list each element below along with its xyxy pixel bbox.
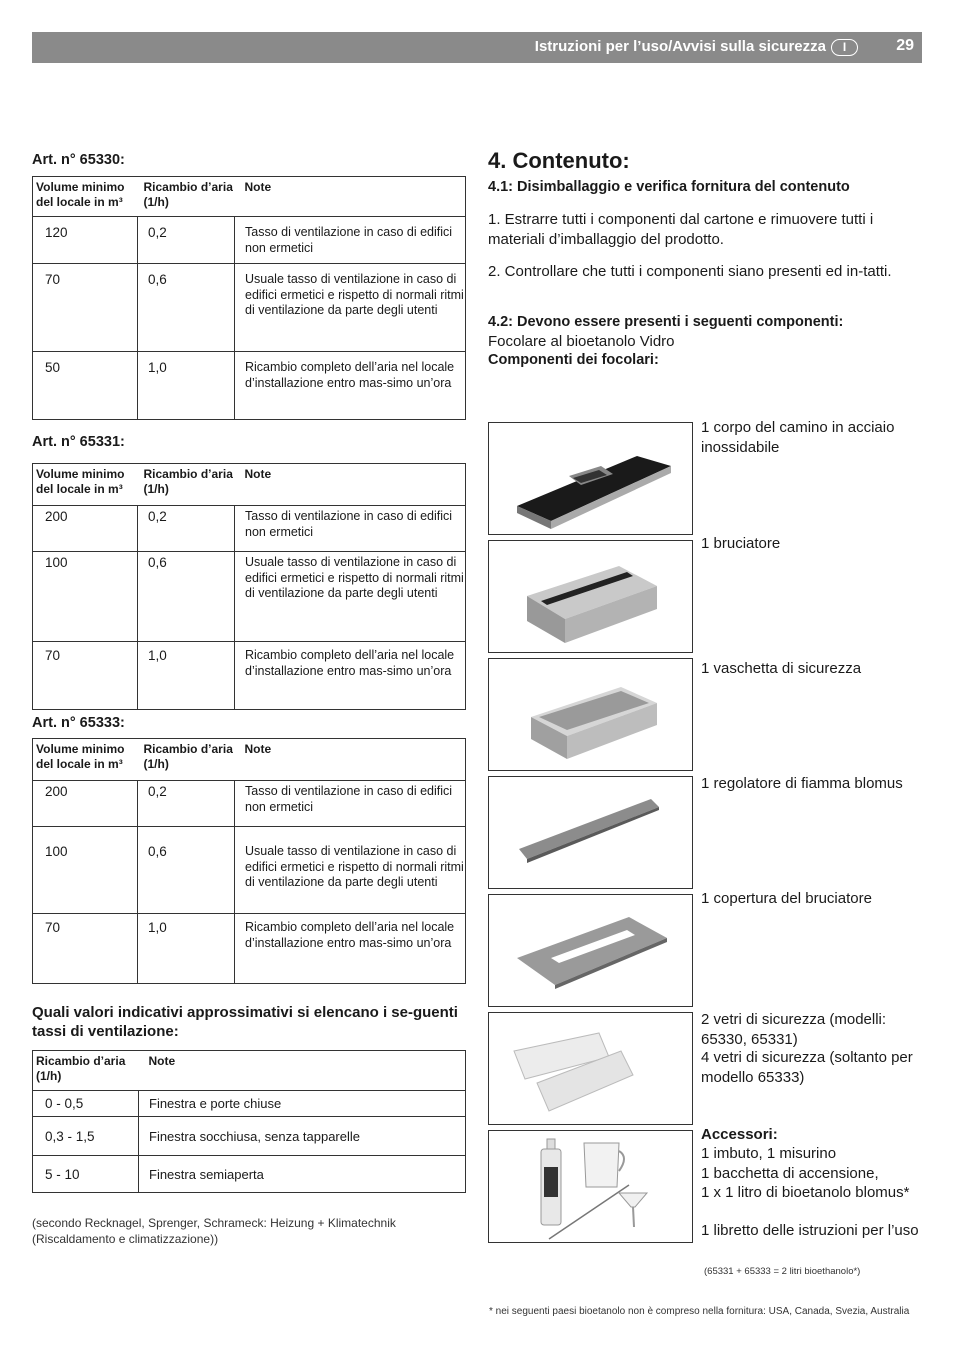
item-safety-tray: 1 vaschetta di sicurezza — [701, 660, 862, 677]
cell-rate: 0,2 — [148, 225, 167, 240]
cell-note: Ricambio completo dell’aria nel locale d’installazione entro mas-simo un’ora — [245, 648, 455, 678]
cell-note: Finestra semiaperta — [139, 1156, 466, 1193]
cell-rate: 0,6 — [148, 555, 167, 570]
approx-values-table — [32, 1050, 466, 1193]
cell-rate: 0,6 — [148, 272, 167, 287]
table-row — [33, 217, 466, 264]
col-header-volume: Volume minimo del locale in m³ — [36, 742, 125, 771]
cell-note: Ricambio completo dell’aria nel locale d’installazione entro mas-simo un’ora — [245, 360, 455, 390]
approx-values-title: Quali valori indicativi approssimativi si elencano i se-guenti tassi di ventilazione: — [32, 1004, 458, 1040]
components-title: Componenti dei focolari: — [488, 352, 659, 368]
col-header-rate: Ricambio d’aria (1/h) — [143, 180, 233, 209]
cell-volume: 200 — [45, 509, 68, 524]
item-burner: 1 bruciatore — [701, 535, 781, 552]
table-row — [33, 264, 466, 352]
table-row — [33, 827, 466, 914]
cell-note: Finestra e porte chiuse — [139, 1091, 466, 1117]
accessory-bioethanol: 1 x 1 litro di bioetanolo blomus* — [701, 1184, 910, 1201]
item-burner-cover: 1 copertura del bruciatore — [701, 890, 872, 907]
safety-glass-image — [488, 1012, 693, 1125]
cell-note: Ricambio completo dell’aria nel locale d’installazione entro mas-simo un’ora — [245, 920, 455, 950]
footnote: * nei seguenti paesi bioetanolo non è compreso nella fornitura: USA, Canada, Svezia, Australia — [489, 1306, 910, 1317]
accessory-funnel: 1 imbuto, 1 misurino — [701, 1145, 837, 1162]
table-row — [33, 506, 466, 552]
table-row — [33, 352, 466, 420]
cell-rate: 1,0 — [148, 360, 167, 375]
cell-note: Usuale tasso di ventilazione in caso di edifici ermetici e rispetto di normali ritmi di ventilazione da parte degli utenti — [245, 272, 464, 317]
cell-rate: 0,6 — [148, 844, 167, 859]
subsection-4-2-title: 4.2: Devono essere presenti i seguenti componenti: — [488, 314, 844, 330]
ventilation-table-65331 — [32, 463, 466, 710]
ventilation-table-65330 — [32, 176, 466, 420]
cell-volume: 70 — [45, 272, 61, 287]
table-row — [33, 914, 466, 984]
col-header-note: Note — [244, 467, 272, 481]
item-flame-regulator: 1 regolatore di fiamma blomus — [701, 775, 903, 792]
col-header-rate: Ricambio d’aria (1/h) — [143, 467, 233, 496]
accessories-title: Accessori: — [701, 1126, 778, 1143]
col-header-rate: Ricambio d’aria (1/h) — [36, 1054, 126, 1083]
section-title: 4. Contenuto: — [488, 148, 630, 173]
step-1: 1. Estrarre tutti i componenti dal cartone e rimuovere tutti i materiali d’imballaggio del prodotto. — [488, 211, 874, 248]
fireplace-body-image — [488, 422, 693, 535]
cell-volume: 70 — [45, 920, 61, 935]
cell-rate: 1,0 — [148, 920, 167, 935]
header-bar — [32, 32, 922, 63]
col-header-volume: Volume minimo del locale in m³ — [36, 180, 125, 209]
burner-cover-image — [488, 894, 693, 1007]
accessory-lighter-rod: 1 bacchetta di accensione, — [701, 1165, 879, 1182]
table-row — [33, 1091, 466, 1117]
cell-note: Usuale tasso di ventilazione in caso di edifici ermetici e rispetto di normali ritmi di ventilazione da parte degli utenti — [245, 844, 464, 889]
cell-rate: 1,0 — [148, 648, 167, 663]
language-badge: I — [831, 39, 858, 56]
col-header-note: Note — [148, 1054, 176, 1068]
subsection-4-1-title: 4.1: Disimballaggio e verifica fornitura del contenuto — [488, 179, 850, 195]
step-2: 2. Controllare che tutti i componenti siano presenti ed in-tatti. — [488, 263, 892, 280]
col-header-note: Note — [244, 180, 272, 194]
product-name: Focolare al bioetanolo Vidro — [488, 333, 675, 350]
table-row — [33, 1156, 466, 1193]
item-safety-glass-2: 2 vetri di sicurezza (modelli: 65330, 65331) — [701, 1011, 887, 1048]
cell-volume: 100 — [45, 844, 68, 859]
accessories-note: (65331 + 65333 = 2 litri bioethanolo*) — [704, 1266, 861, 1277]
table-row — [33, 642, 466, 710]
cell-rate: 0 - 0,5 — [33, 1091, 139, 1117]
cell-note: Tasso di ventilazione in caso di edifici non ermetici — [245, 784, 453, 814]
cell-rate: 0,3 - 1,5 — [33, 1117, 139, 1156]
art-heading-65333: Art. n° 65333: — [32, 715, 125, 731]
burner-image — [488, 540, 693, 653]
cell-rate: 5 - 10 — [33, 1156, 139, 1193]
cell-volume: 120 — [45, 225, 68, 240]
cell-note: Tasso di ventilazione in caso di edifici non ermetici — [245, 509, 453, 539]
ventilation-table-65333 — [32, 738, 466, 984]
source-note: (secondo Recknagel, Sprenger, Schrameck: Heizung + Klimatechnik (Riscaldamento e climatizzazione)) — [32, 1216, 396, 1246]
header-title: Istruzioni per l’uso/Avvisi sulla sicurezza — [534, 38, 826, 55]
table-row — [33, 1117, 466, 1156]
accessory-manual: 1 libretto delle istruzioni per l’uso — [701, 1222, 919, 1239]
safety-tray-image — [488, 658, 693, 771]
art-heading-65330: Art. n° 65330: — [32, 152, 125, 168]
cell-rate: 0,2 — [148, 509, 167, 524]
item-safety-glass-4: 4 vetri di sicurezza (soltanto per modello 65333) — [701, 1049, 913, 1086]
cell-note: Finestra socchiusa, senza tapparelle — [139, 1117, 466, 1156]
cell-volume: 200 — [45, 784, 68, 799]
cell-volume: 100 — [45, 555, 68, 570]
flame-regulator-image — [488, 776, 693, 889]
accessories-image — [488, 1130, 693, 1243]
cell-note: Usuale tasso di ventilazione in caso di edifici ermetici e rispetto di normali ritmi di ventilazione da parte degli utenti — [245, 555, 464, 600]
col-header-note: Note — [244, 742, 272, 756]
cell-rate: 0,2 — [148, 784, 167, 799]
col-header-rate: Ricambio d’aria (1/h) — [143, 742, 233, 771]
item-fireplace-body: 1 corpo del camino in acciaio inossidabile — [701, 419, 895, 456]
art-heading-65331: Art. n° 65331: — [32, 434, 125, 450]
col-header-volume: Volume minimo del locale in m³ — [36, 467, 125, 496]
cell-volume: 50 — [45, 360, 61, 375]
table-row — [33, 552, 466, 642]
page-number: 29 — [896, 37, 914, 54]
cell-volume: 70 — [45, 648, 61, 663]
cell-note: Tasso di ventilazione in caso di edifici non ermetici — [245, 225, 453, 255]
table-row — [33, 781, 466, 827]
